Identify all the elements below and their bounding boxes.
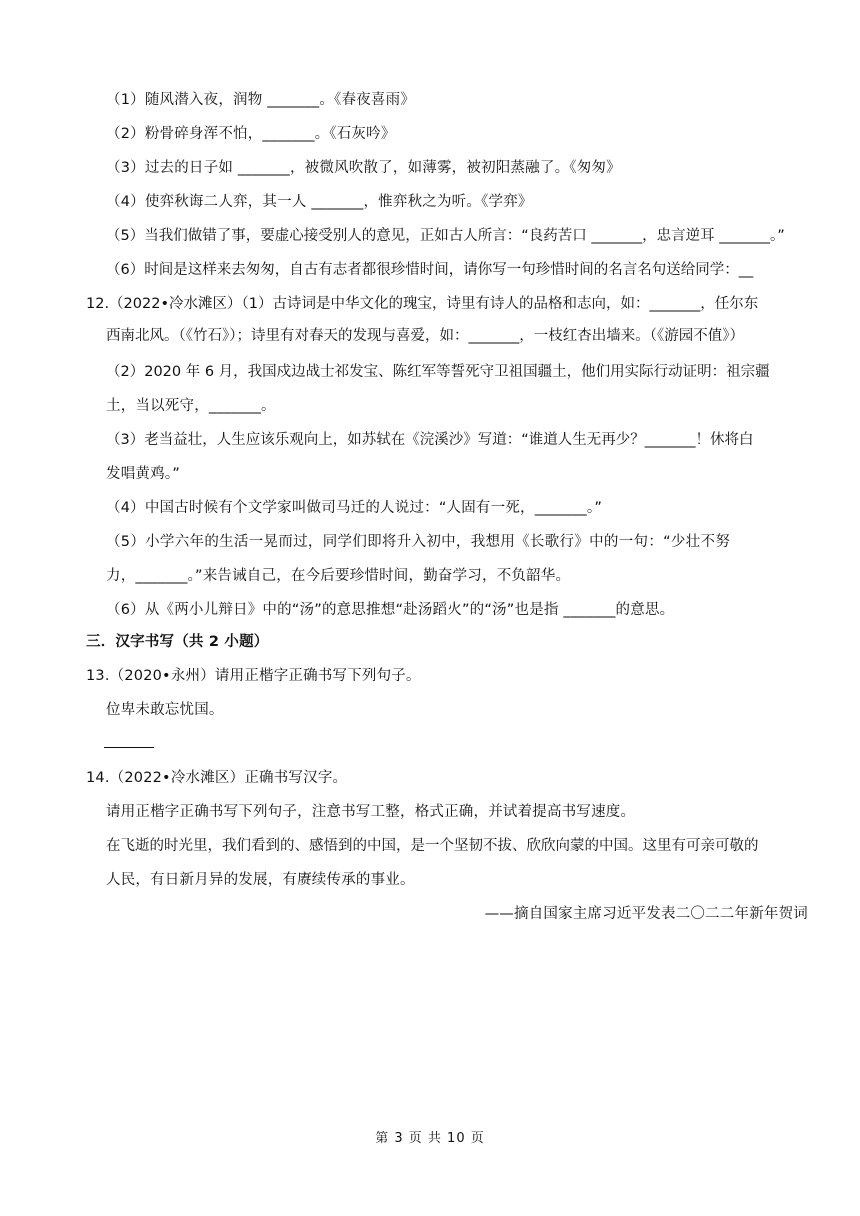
- q13-line-1: 13.（2020•永州）请用正楷字正确书写下列句子。: [86, 668, 421, 684]
- q11-item-4: （4）使弈秋诲二人弈，其一人 _______，惟弈秋之为听。《学弈》: [106, 194, 533, 210]
- q12-part-5b: 力，_______。”来告诫自己，在今后要珍惜时间，勤奋学习，不负韶华。: [106, 568, 571, 584]
- section-heading: 三．汉字书写（共 2 小题）: [86, 634, 269, 650]
- answer-blank: [104, 747, 154, 748]
- q12-part-4: （4）中国古时候有个文学家叫做司马迁的人说过：“人固有一死，_______。”: [106, 500, 603, 516]
- q13-sentence: 位卑未敢忘忧国。: [106, 702, 224, 718]
- q12-part-6: （6）从《两小儿辩日》中的“汤”的意思推想“赴汤蹈火”的“汤”也是指 _______的意思。: [106, 602, 675, 618]
- q12-part-2b: 土，当以死守，_______。: [106, 398, 276, 414]
- q11-item-5: （5）当我们做错了事，要虚心接受别人的意见，正如古人所言：“良药苦口 _______，忠言逆耳 _______。”: [106, 228, 785, 244]
- q14-line-1: 14.（2022•冷水滩区）正确书写汉字。: [86, 770, 348, 786]
- q11-item-3: （3）过去的日子如 _______，被微风吹散了，如薄雾，被初阳蒸融了。《匆匆》: [106, 160, 621, 176]
- q14-instruction: 请用正楷字正确书写下列句子，注意书写工整，格式正确，并试着提高书写速度。: [106, 804, 636, 820]
- q12-part-5a: （5）小学六年的生活一晃而过，同学们即将升入初中，我想用《长歌行》中的一句：“少壮不努: [106, 534, 731, 550]
- q12-part-3b: 发唱黄鸡。”: [106, 466, 180, 482]
- q11-item-1: （1）随风潜入夜，润物 _______。《春夜喜雨》: [106, 92, 416, 108]
- q11-item-2: （2）粉骨碎身浑不怕，_______。《石灰吟》: [106, 126, 396, 142]
- q12-line-2: 西南北风。（《竹石》）；诗里有对春天的发现与喜爱，如：_______，一枝红杏出墙来。（《游园不值》）: [106, 328, 744, 344]
- q12-part-2a: （2）2020 年 6 月，我国戍边战士祁发宝、陈红军等誓死守卫祖国疆土，他们用实际行动证明：祖宗疆: [106, 364, 770, 380]
- q14-passage-2: 人民，有日新月异的发展，有赓续传承的事业。: [106, 872, 415, 888]
- page-footer: 第 3 页 共 10 页: [375, 1131, 485, 1146]
- q14-source: ——摘自国家主席习近平发表二〇二二年新年贺词: [484, 906, 808, 922]
- q12-line-1: 12.（2022•冷水滩区）（1）古诗词是中华文化的瑰宝，诗里有诗人的品格和志向，如：_______，任尔东: [86, 296, 759, 312]
- q11-item-6: （6）时间是这样来去匆匆，自古有志者都很珍惜时间，请你写一句珍惜时间的名言名句送给同学：__: [106, 262, 754, 278]
- q14-passage-1: 在飞逝的时光里，我们看到的、感悟到的中国，是一个坚韧不拔、欣欣向蒙的中国。这里有可亲可敬的: [106, 838, 759, 854]
- q12-part-3a: （3）老当益壮，人生应该乐观向上，如苏轼在《浣溪沙》写道：“谁道人生无再少？_______！休将白: [106, 432, 754, 448]
